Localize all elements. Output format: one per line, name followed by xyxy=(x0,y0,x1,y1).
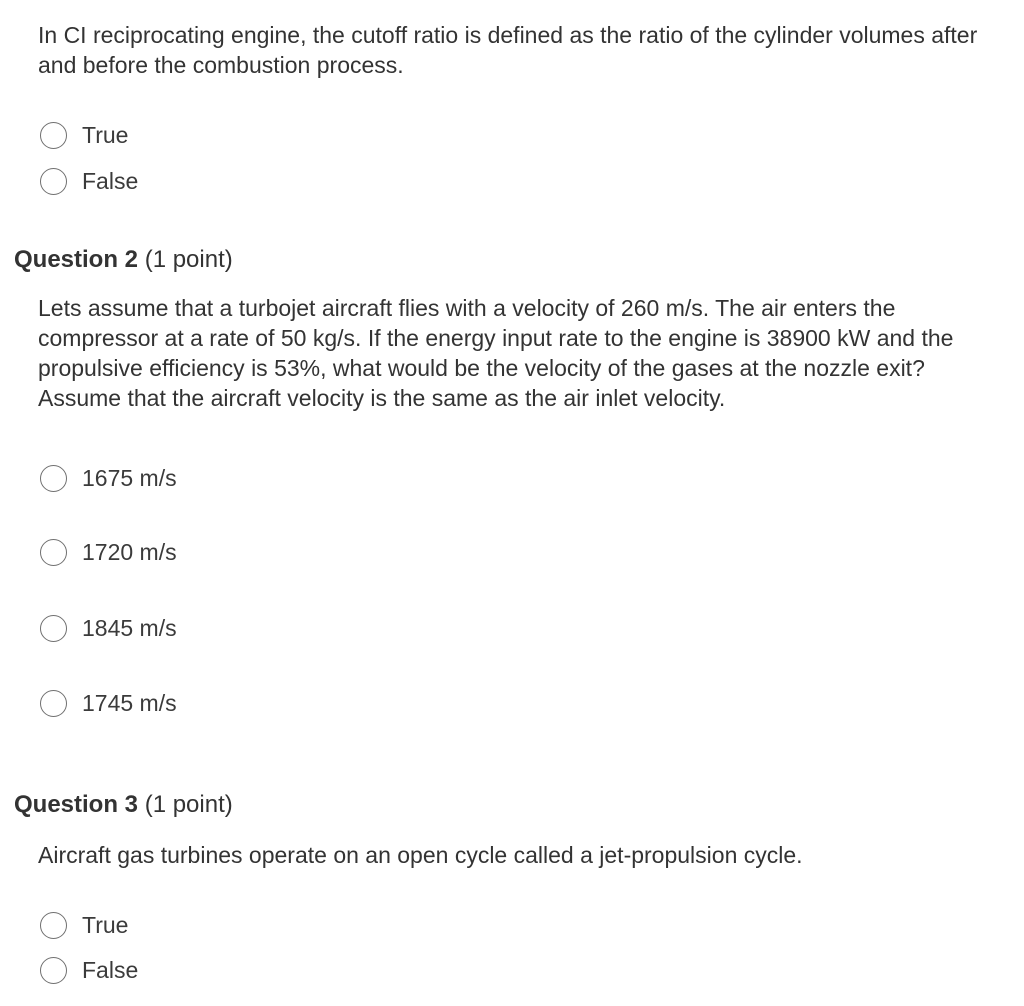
option-label: 1845 m/s xyxy=(82,614,177,641)
question-2-header xyxy=(14,245,233,275)
question-3-option-true[interactable] xyxy=(40,909,128,941)
question-1-prompt: In CI reciprocating engine, the cutoff ratio is defined as the ratio of the cylinder volumes after and before the combustion process. xyxy=(38,22,978,78)
question-2-option-3[interactable] xyxy=(40,612,177,644)
question-points: (1 point) xyxy=(144,791,233,818)
option-label: 1720 m/s xyxy=(82,538,177,565)
option-label: True xyxy=(82,121,129,148)
radio-button[interactable] xyxy=(40,912,67,939)
question-3-header xyxy=(14,790,233,820)
question-2-prompt: Lets assume that a turbojet aircraft flies with a velocity of 260 m/s. The air enters the compressor at a rate of 50 kg/s. If the energy input rate to the engine is 38900 kW and the propulsive efficiency is 53%, what would be the velocity of the gases at the nozzle exit? Assume that the aircraft velocity is the same as the air inlet velocity. xyxy=(38,295,954,411)
radio-button[interactable] xyxy=(40,539,67,566)
option-label: False xyxy=(82,167,139,194)
question-3-option-false[interactable] xyxy=(40,954,138,986)
question-1-option-false[interactable] xyxy=(40,165,138,197)
option-label: False xyxy=(82,956,139,983)
radio-button[interactable] xyxy=(40,465,67,492)
option-label: 1675 m/s xyxy=(82,464,177,491)
question-1-option-true[interactable] xyxy=(40,119,128,151)
question-2-option-2[interactable] xyxy=(40,536,177,568)
question-points: (1 point) xyxy=(144,246,233,273)
question-2-option-1[interactable] xyxy=(40,462,177,494)
radio-button[interactable] xyxy=(40,168,67,195)
question-title: Question 3 xyxy=(14,791,139,818)
question-title: Question 2 xyxy=(14,246,139,273)
option-label: 1745 m/s xyxy=(82,689,177,716)
question-2-option-4[interactable] xyxy=(40,687,177,719)
radio-button[interactable] xyxy=(40,615,67,642)
option-label: True xyxy=(82,911,129,938)
radio-button[interactable] xyxy=(40,690,67,717)
radio-button[interactable] xyxy=(40,122,67,149)
radio-button[interactable] xyxy=(40,957,67,984)
question-3-prompt: Aircraft gas turbines operate on an open cycle called a jet-propulsion cycle. xyxy=(38,842,803,868)
